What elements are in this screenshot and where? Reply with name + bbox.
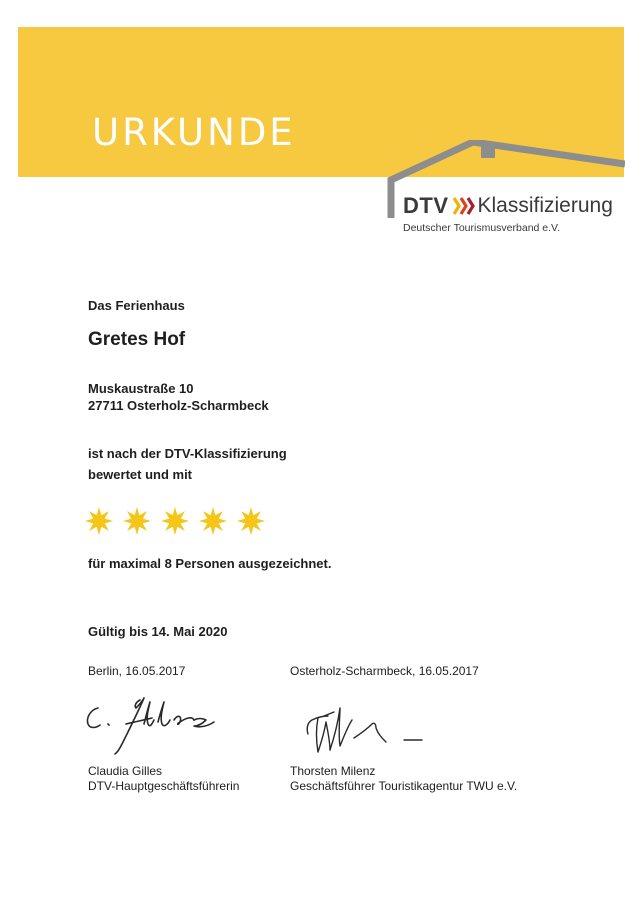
star-icon xyxy=(236,506,266,536)
address-line-2: 27711 Osterholz-Scharmbeck xyxy=(88,398,269,413)
logo-dtv-text: DTV xyxy=(403,193,449,218)
star-icon xyxy=(160,506,190,536)
property-type-label: Das Ferienhaus xyxy=(88,298,185,313)
signatory-1-role: DTV-Hauptgeschäftsführerin xyxy=(88,779,240,793)
signature-2-image xyxy=(300,698,440,764)
capacity-text: für maximal 8 Personen ausgezeichnet. xyxy=(88,556,332,571)
signatory-1-name: Claudia Gilles xyxy=(88,764,163,778)
signatory-2-name: Thorsten Milenz xyxy=(290,764,376,778)
signatory-1-place-date: Berlin, 16.05.2017 xyxy=(88,664,186,678)
signature-1-image xyxy=(82,694,232,758)
chevrons-icon xyxy=(453,196,475,216)
dtv-logo xyxy=(403,193,613,219)
signatory-2-place-date: Osterholz-Scharmbeck, 16.05.2017 xyxy=(290,664,479,678)
logo-subtitle: Deutscher Tourismusverband e.V. xyxy=(403,222,561,234)
signatory-2-role: Geschäftsführer Touristikagentur TWU e.V. xyxy=(290,779,518,793)
logo-klassifizierung-text: Klassifizierung xyxy=(477,194,613,217)
property-name: Gretes Hof xyxy=(88,329,186,350)
star-rating xyxy=(84,506,266,536)
star-icon xyxy=(122,506,152,536)
statement-line-1: ist nach der DTV-Klassifizierung xyxy=(88,446,287,461)
star-icon xyxy=(198,506,228,536)
certificate-title: URKUNDE xyxy=(92,111,296,154)
valid-until: Gültig bis 14. Mai 2020 xyxy=(88,624,228,639)
statement-line-2: bewertet und mit xyxy=(88,467,193,482)
star-icon xyxy=(84,506,114,536)
address-line-1: Muskaustraße 10 xyxy=(88,381,194,396)
